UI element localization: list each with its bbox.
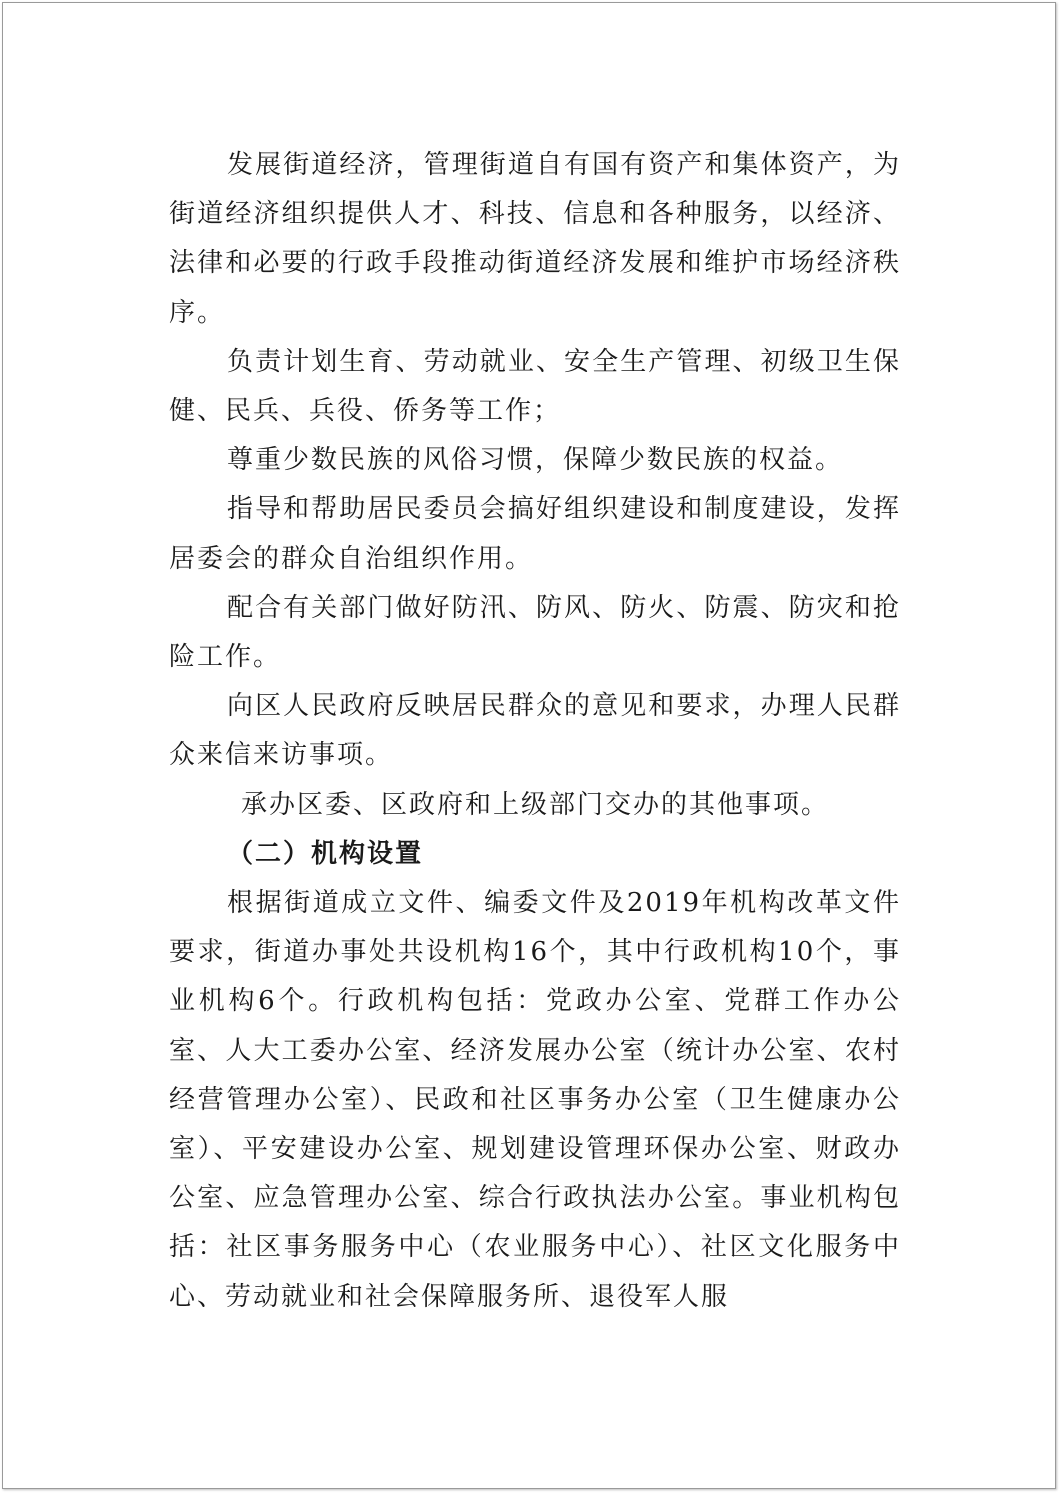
paragraph-organization-setup: 根据街道成立文件、编委文件及2019年机构改革文件要求，街道办事处共设机构16个，其中行政机构10个，事业机构6个。行政机构包括：党政办公室、党群工作办公室、人大工委办公室、经济发展办公室（统计办公室、农村经营管理办公室）、民政和社区事务办公室（卫生健康办公室）、平安建设办公室、规划建设管理环保办公室、财政办公室、应急管理办公室、综合行政执法办公室。事业机构包括：社区事务服务中心（农业服务中心）、社区文化服务中心、劳动就业和社会保障服务所、退役军人服: [169, 888, 901, 1312]
paragraph-economy: 发展街道经济，管理街道自有国有资产和集体资产，为街道经济组织提供人才、科技、信息和各种服务，以经济、法律和必要的行政手段推动街道经济发展和维护市场经济秩序。: [169, 150, 901, 328]
paragraph-ethnic-minorities: 尊重少数民族的风俗习惯，保障少数民族的权益。: [227, 445, 844, 476]
paragraph-residents-committee: 指导和帮助居民委员会搞好组织建设和制度建设，发挥居委会的群众自治组织作用。: [169, 494, 901, 574]
paragraph-public-petitions: 向区人民政府反映居民群众的意见和要求，办理人民群众来信来访事项。: [169, 691, 901, 771]
paragraph-disaster-prevention: 配合有关部门做好防汛、防风、防火、防震、防灾和抢险工作。: [169, 592, 901, 673]
document-page: [2, 2, 1056, 1489]
document-body: [169, 141, 901, 1322]
section-heading: （二）机构设置: [227, 838, 424, 869]
paragraph-family-planning: 负责计划生育、劳动就业、安全生产管理、初级卫生保健、民兵、兵役、侨务等工作；: [169, 346, 901, 427]
paragraph-other-matters: 承办区委、区政府和上级部门交办的其他事项。: [241, 789, 830, 820]
